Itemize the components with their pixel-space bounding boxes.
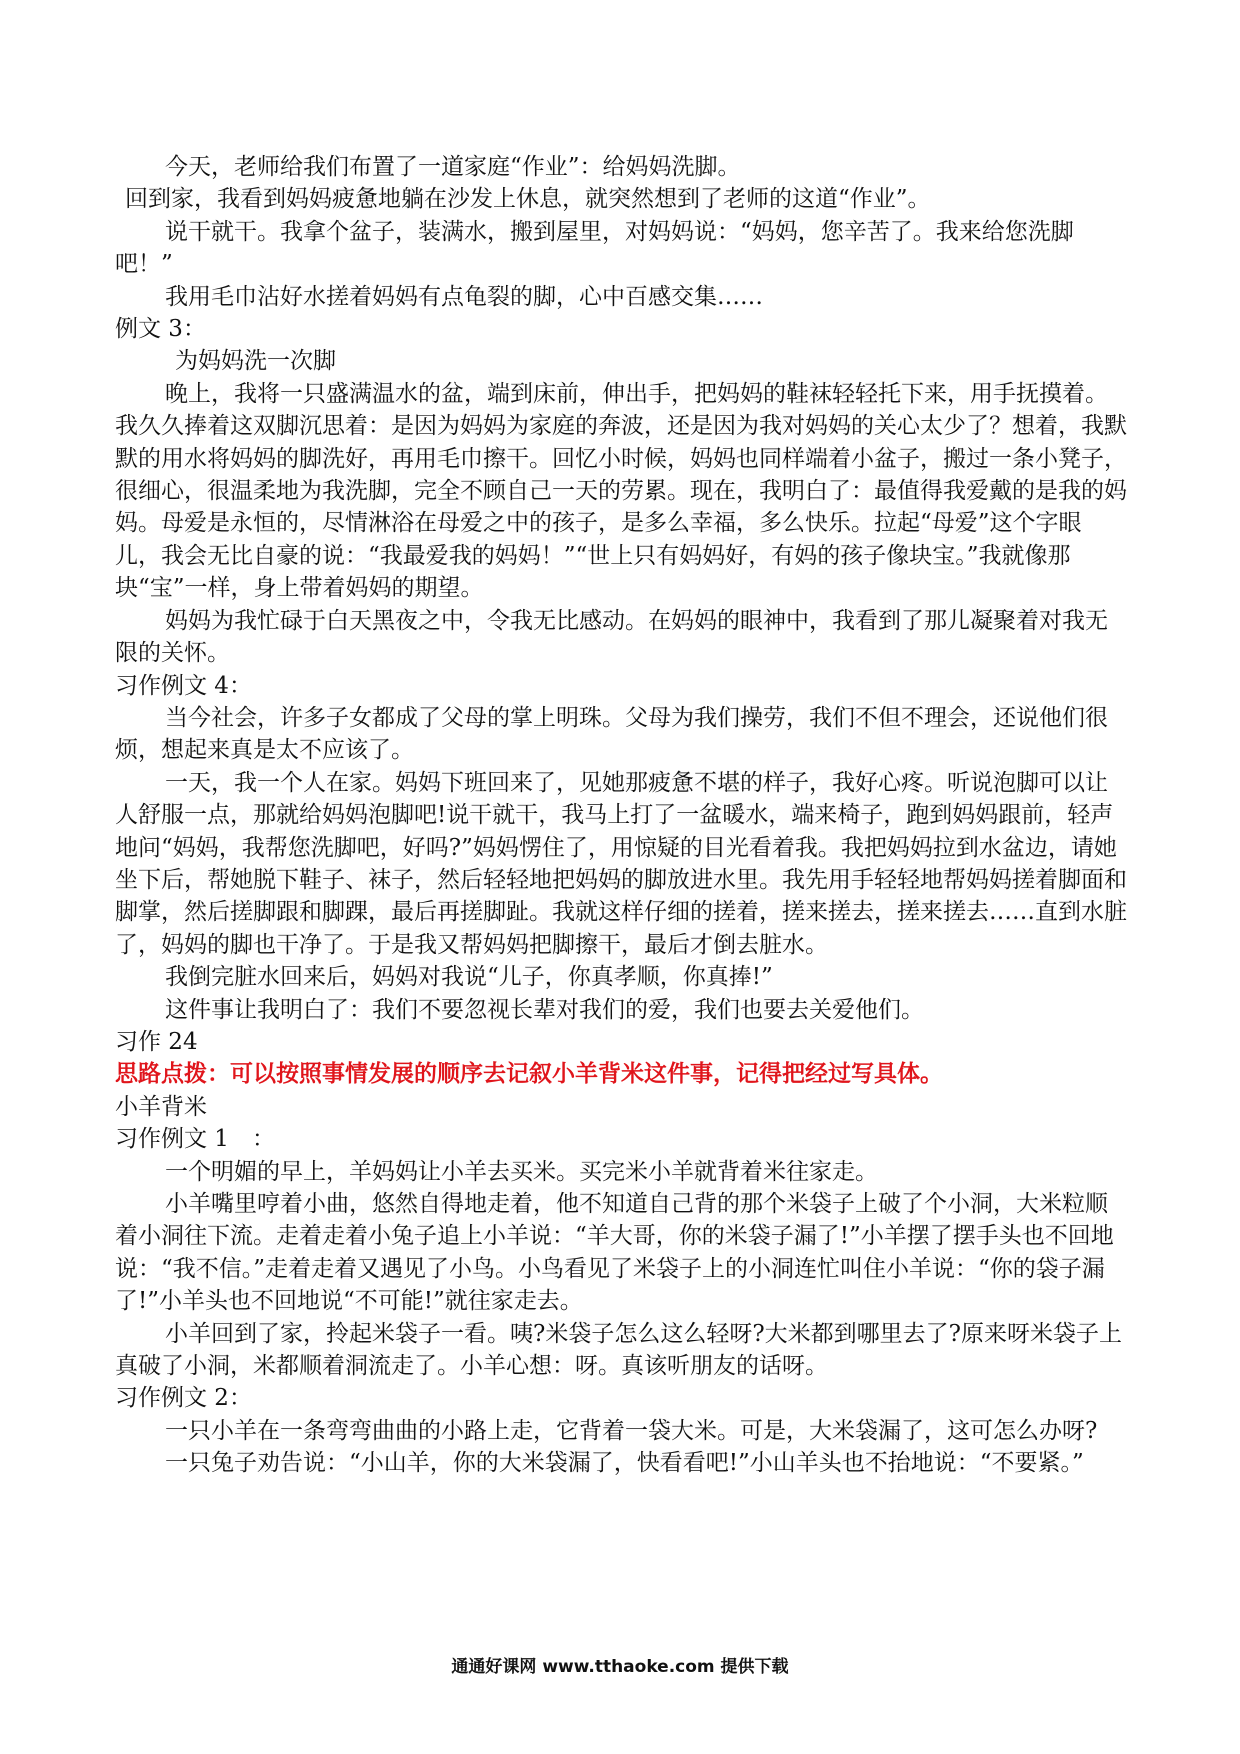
paragraph: 当今社会，许多子女都成了父母的掌上明珠。父母为我们操劳，我们不但不理会，还说他们很烦，想起来真是太不应该了。 [115,704,1108,764]
paragraph: 小羊背米 [115,1093,207,1120]
body-text [115,151,1127,1480]
paragraph: 例文 3： [115,316,206,343]
paragraph: 我倒完脏水回来后，妈妈对我说“儿子，你真孝顺，你真捧!” [165,964,773,991]
paragraph: 习作例文 2： [115,1385,252,1412]
paragraph: 习作 24 [115,1028,198,1055]
paragraph: 我用毛巾沾好水搓着妈妈有点龟裂的脚，心中百感交集…… [165,283,763,310]
paragraph: 一天，我一个人在家。妈妈下班回来了，见她那疲惫不堪的样子，我好心疼。听说泡脚可以让人舒服一点，那就给妈妈泡脚吧!说干就干，我马上打了一盆暖水，端来椅子，跑到妈妈跟前，轻声地问“妈妈，我帮您洗脚吧，好吗?”妈妈愣住了，用惊疑的目光看着我。我把妈妈拉到水盆边，请她坐下后，帮她脱下鞋子、袜子，然后轻轻地把妈妈的脚放进水里。我先用手轻轻地帮妈妈搓着脚面和脚掌，然后搓脚跟和脚踝，最后再搓脚趾。我就这样仔细的搓着，搓来搓去，搓来搓去……直到水脏了，妈妈的脚也干净了。于是我又帮妈妈把脚擦干，最后才倒去脏水。 [115,769,1127,958]
paragraph: 习作例文 4： [115,672,252,699]
paragraph: 回到家，我看到妈妈疲惫地躺在沙发上休息，就突然想到了老师的这道“作业”。 [125,186,931,213]
paragraph: 思路点拨：可以按照事情发展的顺序去记叙小羊背米这件事，记得把经过写具体。 [115,1060,943,1088]
paragraph: 一只兔子劝告说：“小山羊，你的大米袋漏了，快看看吧!”小山羊头也不抬地说：“不要紧。” [165,1450,1084,1477]
paragraph: 晚上，我将一只盛满温水的盆，端到床前，伸出手，把妈妈的鞋袜轻轻托下来，用手抚摸着。我久久捧着这双脚沉思着：是因为妈妈为家庭的奔波，还是因为我对妈妈的关心太少了？想着，我默默的用水将妈妈的脚洗好，再用毛巾擦干。回忆小时候，妈妈也同样端着小盆子，搬过一条小凳子，很细心，很温柔地为我洗脚，完全不顾自己一天的劳累。现在，我明白了：最值得我爱戴的是我的妈妈。母爱是永恒的，尽情淋浴在母爱之中的孩子，是多么幸福，多么快乐。拉起“母爱”这个字眼儿，我会无比自豪的说：“我最爱我的妈妈！”“世上只有妈妈好，有妈的孩子像块宝。”我就像那块“宝”一样，身上带着妈妈的期望。 [115,380,1127,602]
paragraph: 习作例文 1 ： [115,1126,275,1153]
paragraph: 小羊回到了家，拎起米袋子一看。咦?米袋子怎么这么轻呀?大米都到哪里去了?原来呀米袋子上真破了小洞，米都顺着洞流走了。小羊心想：呀。真该听朋友的话呀。 [115,1320,1122,1380]
paragraph: 为妈妈洗一次脚 [175,348,336,375]
paragraph: 这件事让我明白了：我们不要忽视长辈对我们的爱，我们也要去关爱他们。 [165,996,924,1023]
footer-watermark: 通通好课网 www.tthaoke.com 提供下载 [451,1657,789,1677]
paragraph: 一只小羊在一条弯弯曲曲的小路上走，它背着一袋大米。可是，大米袋漏了，这可怎么办呀? [165,1417,1098,1444]
paragraph: 今天，老师给我们布置了一道家庭“作业”：给妈妈洗脚。 [165,154,741,180]
paragraph: 说干就干。我拿个盆子，装满水，搬到屋里，对妈妈说：“妈妈，您辛苦了。我来给您洗脚吧！” [115,218,1074,278]
paragraph: 一个明媚的早上，羊妈妈让小羊去买米。买完米小羊就背着米往家走。 [165,1158,878,1185]
paragraph: 妈妈为我忙碌于白天黑夜之中，令我无比感动。在妈妈的眼神中，我看到了那儿凝聚着对我无限的关怀。 [115,607,1108,667]
paragraph: 小羊嘴里哼着小曲，悠然自得地走着，他不知道自己背的那个米袋子上破了个小洞，大米粒顺着小洞往下流。走着走着小兔子追上小羊说：“羊大哥，你的米袋子漏了!”小羊摆了摆手头也不回地说：“我不信。”走着走着又遇见了小鸟。小鸟看见了米袋子上的小洞连忙叫住小羊说：“你的袋子漏了!”小羊头也不回地说“不可能!”就往家走去。 [115,1191,1114,1315]
